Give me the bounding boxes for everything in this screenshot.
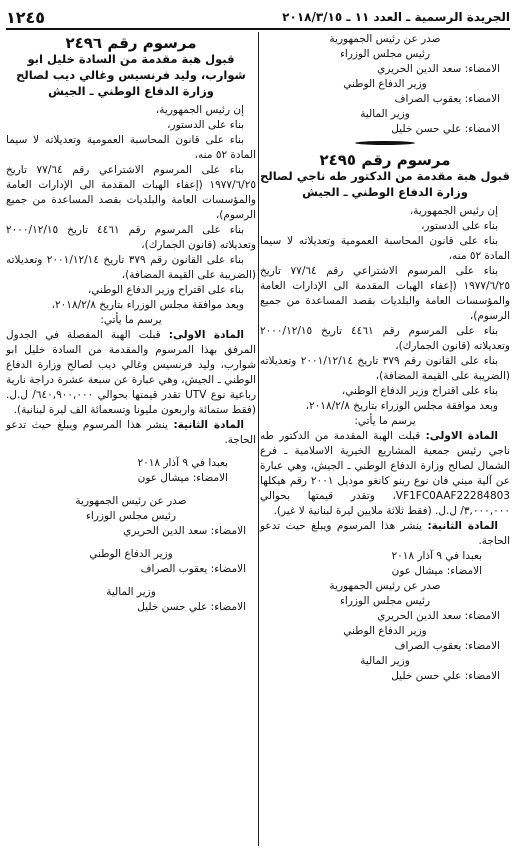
defense-signature: الامضاء: يعقوب الصراف [140,563,246,575]
finance-signature: الامضاء: علي حسن خليل [137,601,246,613]
article-2 [6,418,256,448]
preamble-line: بناء على الدستور، [421,220,498,232]
prev-pm-title: رئيس مجلس الوزراء [339,48,431,60]
defense-title: وزير الدفاع الوطني [89,548,173,560]
left-column [6,32,256,615]
finance-title: وزير المالية [106,586,156,598]
column-divider [258,32,259,846]
preamble-line: إن رئيس الجمهورية، [155,104,244,116]
pm-signature: الامضاء: سعد الدين الحريري [123,525,246,537]
decrees-line: يرسم ما يأتي: [354,415,416,427]
article-2-text: ينشر هذا المرسوم ويبلغ حيث تدعو الحاجة. [6,419,256,446]
preamble-line: وبعد موافقة مجلس الوزراء بتاريخ ٢٠١٨/٢/٨، [51,299,244,311]
article-1-label: المادة الاولى: [168,329,244,341]
preamble-line: بناء على القانون رقم ٣٧٩ تاريخ ٢٠٠١/١٢/١٤ وتعديلاته (الضريبة على القيمة المضافة)، [260,355,510,382]
finance-signature: الامضاء: علي حسن خليل [391,670,500,682]
prev-finance-signature: الامضاء: علي حسن خليل [391,123,500,135]
article-2 [260,519,510,549]
page-header [6,6,510,30]
preamble-line: بناء على المرسوم رقم ٤٤٦١ تاريخ ٢٠٠٠/١٢/١٥ وتعديلاته (قانون الجمارك)، [6,224,256,251]
article-1-text: قبلت الهبة المقدمة من الدكتور طه ناجي رئيس جمعية المشاريع الخيرية الاسلامية ـ فرع الشمال لصالح وزارة الدفاع الوطني ـ الجيش، وهي عبارة عن آلية ميني فان نوع رينو كانغو موديل ٢٠٠١ رقم هيكلها VF1FC0AAF22284803، وتقدر قيمتها بحوالي ٣,٠٠٠,٠٠٠/ ل.ل. (فقط ثلاثة ملايين ليرة لبنانية لا غير). [260,430,510,517]
pm-title: رئيس مجلس الوزراء [85,510,177,522]
preamble-line: بناء على اقتراح وزير الدفاع الوطني، [341,385,498,397]
pm-title: رئيس مجلس الوزراء [339,595,431,607]
prev-issuer: صدر عن رئيس الجمهورية [329,33,441,45]
preamble-line: بناء على قانون المحاسبة العمومية وتعديلاته لا سيما المادة ٥٢ منه، [260,235,510,262]
article-2-text: ينشر هذا المرسوم ويبلغ حيث تدعو الحاجة. [260,520,510,547]
pm-signature: الامضاء: سعد الدين الحريري [377,610,500,622]
decree-title: مرسوم رقم ٢٤٩٦ [65,34,197,52]
article-1 [6,328,256,418]
right-column [260,32,510,684]
president-signature: الامضاء: ميشال عون [137,472,228,484]
preamble-line: بناء على القانون رقم ٣٧٩ تاريخ ٢٠٠١/١٢/١٤ وتعديلاته (الضريبة على القيمة المضافة)، [6,254,256,281]
separator-ornament [260,137,510,149]
finance-title: وزير المالية [360,655,410,667]
decree-subject: قبول هبة مقدمة من السادة خليل ابو شوارب، وليد فرنسيس وغالي ديب لصالح وزارة الدفاع الوطني ـ الجيش [16,52,246,98]
decrees-line: يرسم ما يأتي: [100,314,162,326]
decree-title: مرسوم رقم ٢٤٩٥ [319,151,451,169]
defense-title: وزير الدفاع الوطني [343,625,427,637]
preamble-line: بناء على المرسوم الاشتراعي رقم ٧٧/٦٤ تاريخ ١٩٧٧/٦/٢٥ (إعفاء الهبات المقدمة الى الإدارات العامة والمؤسسات العامة والبلديات بقصد المساعدة من جميع الرسوم)، [6,164,256,221]
article-1-label: المادة الاولى: [425,430,498,442]
preamble-line: بناء على اقتراح وزير الدفاع الوطني، [87,284,244,296]
article-1 [260,429,510,519]
preamble-line: إن رئيس الجمهورية، [409,205,498,217]
prev-finance-title: وزير المالية [360,108,410,120]
issue-date: بعبدا في ٩ آذار ٢٠١٨ [137,457,228,469]
prev-defense-signature: الامضاء: يعقوب الصراف [394,93,500,105]
preamble-line: بناء على المرسوم الاشتراعي رقم ٧٧/٦٤ تاريخ ١٩٧٧/٦/٢٥ (إعفاء الهبات المقدمة الى الإدارات العامة والمؤسسات العامة والبلديات بقصد المساعدة من جميع الرسوم)، [260,265,510,322]
president-signature: الامضاء: ميشال عون [391,565,482,577]
decree-subject: قبول هبة مقدمة من الدكتور طه ناجي لصالح وزارة الدفاع الوطني ـ الجيش [260,169,510,199]
page-number: ١٢٤٥ [6,7,46,27]
preamble-line: وبعد موافقة مجلس الوزراء بتاريخ ٢٠١٨/٢/٨، [305,400,498,412]
preamble-line: بناء على الدستور، [167,119,244,131]
prev-pm-signature: الامضاء: سعد الدين الحريري [377,63,500,75]
preamble-line: بناء على المرسوم رقم ٤٤٦١ تاريخ ٢٠٠٠/١٢/١٥ وتعديلاته (قانون الجمارك)، [260,325,510,352]
issue-date: بعبدا في ٩ آذار ٢٠١٨ [391,550,482,562]
defense-signature: الامضاء: يعقوب الصراف [394,640,500,652]
issuer: صدر عن رئيس الجمهورية [329,580,441,592]
article-1-text: قبلت الهبة المفصلة في الجدول المرفق بهذا المرسوم والمقدمة من السادة خليل ابو شوارب، وليد فرنسيس وغالي ديب لصالح وزارة الدفاع الوطني ـ الجيش، وهي عبارة عن سبعة عشرة دراجة نارية رباعية نوع UTV تقدر قيمتها بحوالي ٦٤٠,٩٠٠,٠٠٠/ ل.ل. (فقط ستمائة واربعون مليونا وتسعمائة الف ليرة لبنانية). [6,329,257,416]
issuer: صدر عن رئيس الجمهورية [75,495,187,507]
article-2-label: المادة الثانية: [427,520,498,532]
journal-title: الجريدة الرسمية ـ العدد ١١ ـ ٢٠١٨/٣/١٥ [282,10,510,24]
prev-defense-title: وزير الدفاع الوطني [343,78,427,90]
preamble-line: بناء على قانون المحاسبة العمومية وتعديلاته لا سيما المادة ٥٢ منه، [6,134,256,161]
article-2-label: المادة الثانية: [173,419,244,431]
